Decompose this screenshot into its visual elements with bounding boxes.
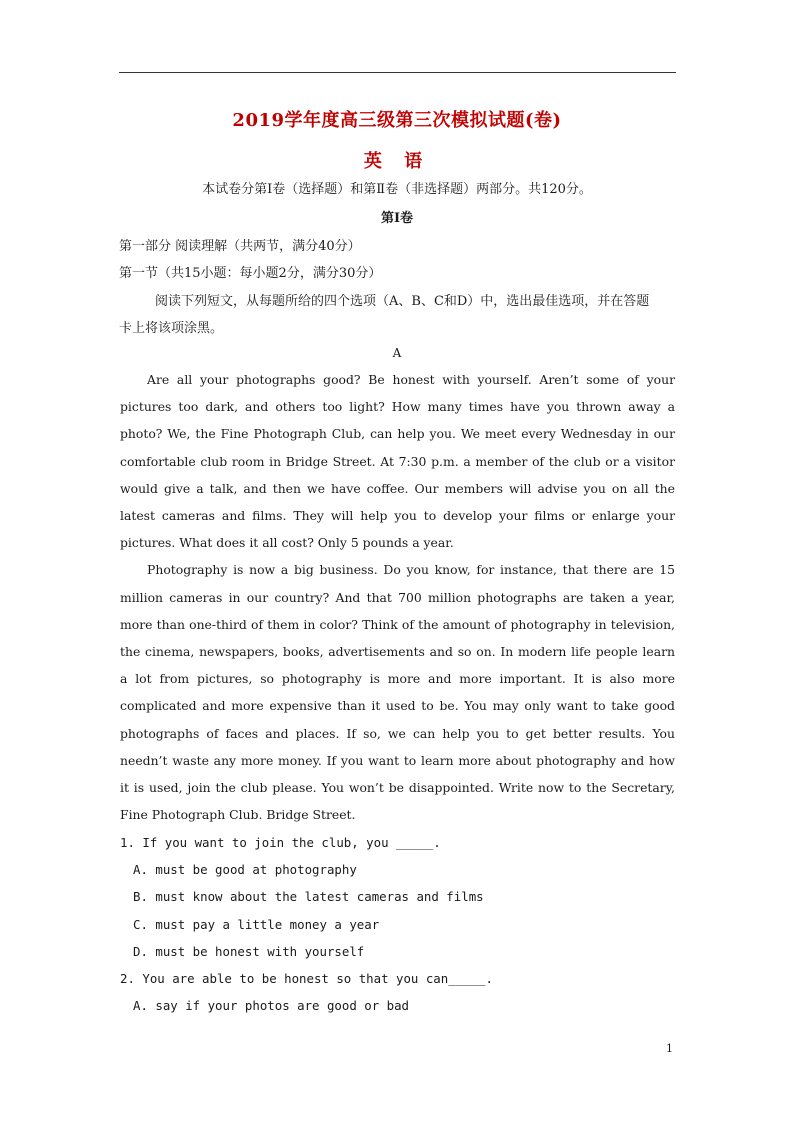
- instructions-line-1: 阅读下列短文，从每题所给的四个选项（A、B、C和D）中，选出最佳选项，并在答题: [155, 294, 650, 309]
- question-1-option-c: C. must pay a little money a year: [133, 917, 380, 932]
- header-rule: [119, 72, 676, 73]
- volume-heading: 第Ⅰ卷: [380, 211, 414, 226]
- exam-subject: 英 语: [363, 151, 431, 172]
- question-1: 1. If you want to join the club, you _____.: [120, 835, 441, 850]
- question-1-option-a: A. must be good at photography: [133, 862, 357, 877]
- exam-intro: 本试卷分第Ⅰ卷（选择题）和第Ⅱ卷（非选择题）两部分。共120分。: [202, 182, 592, 197]
- passage-paragraph-1: Are all your photographs good? Be honest with yourself. Aren’t some of your pictures too dark, and others too light? How many times have you thrown away a photo? We, the Fine Photograph Club, can help you. We meet every Wednesday in our comfortable club room in Bridge Street. At 7:30 p.m. a member of the club or a visitor would give a talk, and then we have coffee. Our members will advise you on all the latest cameras and films. They will help you to develop your films or enlarge your pictures. What does it all cost? Only 5 pounds a year.: [120, 372, 675, 551]
- section-heading: 第一节（共15小题：每小题2分，满分30分）: [119, 266, 382, 281]
- passage-paragraph-2: Photography is now a big business. Do you know, for instance, that there are 15 million cameras in our country? And that 700 million photographs are taken a year, more than one-third of them in color? Think of the amount of photography in television, the cinema, newspapers, books, advertisements and so on. In modern life people learn a lot from pictures, so photography is more and more important. It is also more complicated and more expensive than it used to be. You may only want to take good photographs of faces and places. If so, we can help you to get better results. You needn’t waste any more money. If you want to learn more about photography and how it is used, join the club please. You won’t be disappointed. Write now to the Secretary, Fine Photograph Club. Bridge Street.: [120, 562, 675, 823]
- question-1-option-b: B. must know about the latest cameras and films: [133, 889, 484, 904]
- passage-label: A: [392, 346, 402, 360]
- passage-body: [120, 366, 675, 828]
- exam-title: 2019学年度高三级第三次模拟试题(卷): [232, 110, 562, 131]
- part-heading: 第一部分 阅读理解（共两节，满分40分）: [119, 239, 361, 254]
- question-1-option-d: D. must be honest with yourself: [133, 944, 365, 959]
- instructions-line-2: 卡上将该项涂黑。: [119, 321, 224, 336]
- question-2: 2. You are able to be honest so that you can_____.: [120, 971, 493, 986]
- question-2-option-a: A. say if your photos are good or bad: [133, 998, 410, 1013]
- page-number: 1: [666, 1042, 673, 1055]
